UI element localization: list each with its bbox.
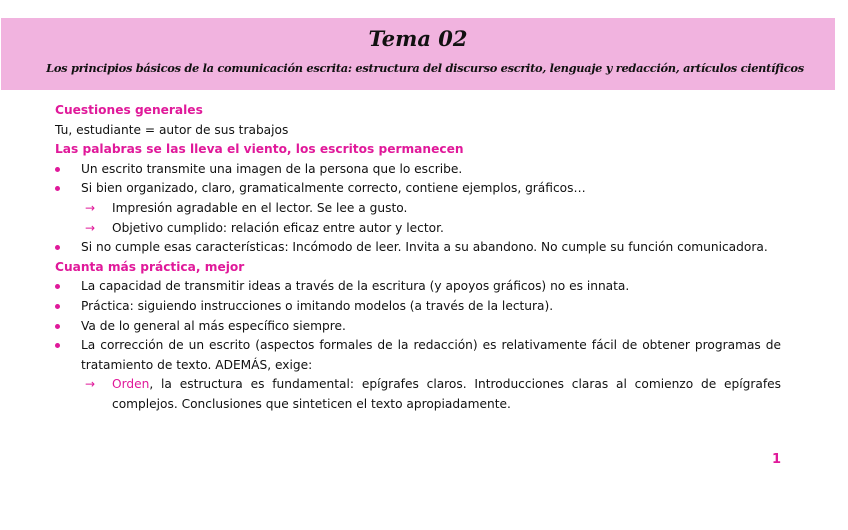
list-item-text: Si bien organizado, claro, gramaticalmente correcto, contiene ejemplos, gráficos…	[81, 181, 586, 196]
list-item	[55, 277, 781, 297]
bullet-icon	[55, 245, 60, 250]
arrow-icon: →	[85, 377, 96, 392]
page-title: Tema 02	[368, 26, 468, 51]
list-item-text: Práctica: siguiendo instrucciones o imitando modelos (a través de la lectura).	[81, 298, 554, 313]
sub-list-item-text: , la estructura es fundamental: epígrafes claros. Introducciones claras al comienzo de epígrafes complejos. Conclusiones que sinteticen el texto apropiadamente.	[112, 377, 781, 411]
bullet-icon	[55, 324, 60, 329]
bullet-icon	[55, 284, 60, 289]
sub-list-item-text: Objetivo cumplido: relación eficaz entre autor y lector.	[112, 220, 444, 235]
list-item-text: La capacidad de transmitir ideas a través de la escritura (y apoyos gráficos) no es innata.	[81, 279, 630, 294]
list-item	[55, 160, 781, 180]
sub-list-item	[55, 219, 781, 239]
list-item-text: Si no cumple esas características: Incómodo de leer. Invita a su abandono. No cumple su función comunicadora.	[81, 240, 768, 255]
keyword: Orden	[112, 377, 150, 392]
list-item	[55, 179, 781, 199]
arrow-icon: →	[85, 200, 96, 215]
arrow-icon: →	[85, 220, 96, 235]
list-item-text: La corrección de un escrito (aspectos formales de la redacción) es relativamente fácil de obtener programas de tratamiento de texto. ADEMÁS, exige:	[81, 338, 781, 372]
list-item	[55, 336, 781, 375]
section-heading: Las palabras se las lleva el viento, los escritos permanecen	[55, 142, 464, 157]
page-number: 1	[772, 452, 782, 467]
bullet-icon	[55, 186, 60, 191]
list-item-text: Un escrito transmite una imagen de la persona que lo escribe.	[81, 161, 463, 176]
document-body	[55, 101, 781, 415]
bullet-icon	[55, 167, 60, 172]
section-heading: Cuanta más práctica, mejor	[55, 259, 245, 274]
list-item-text: Va de lo general al más específico siempre.	[81, 318, 346, 333]
section-heading: Cuestiones generales	[55, 103, 203, 117]
sub-list-item	[55, 375, 781, 414]
paragraph: Tu, estudiante = autor de sus trabajos	[55, 122, 289, 137]
title-banner	[1, 18, 835, 90]
list-item	[55, 317, 781, 337]
bullet-icon	[55, 304, 60, 309]
sub-list-item	[55, 199, 781, 219]
list-item	[55, 297, 781, 317]
bullet-icon	[55, 343, 60, 348]
list-item	[55, 238, 781, 258]
sub-list-item-text: Impresión agradable en el lector. Se lee a gusto.	[112, 200, 408, 215]
page-subtitle: Los principios básicos de la comunicación escrita: estructura del discurso escrito, lenguaje y redacción, artículos científicos	[46, 61, 804, 75]
